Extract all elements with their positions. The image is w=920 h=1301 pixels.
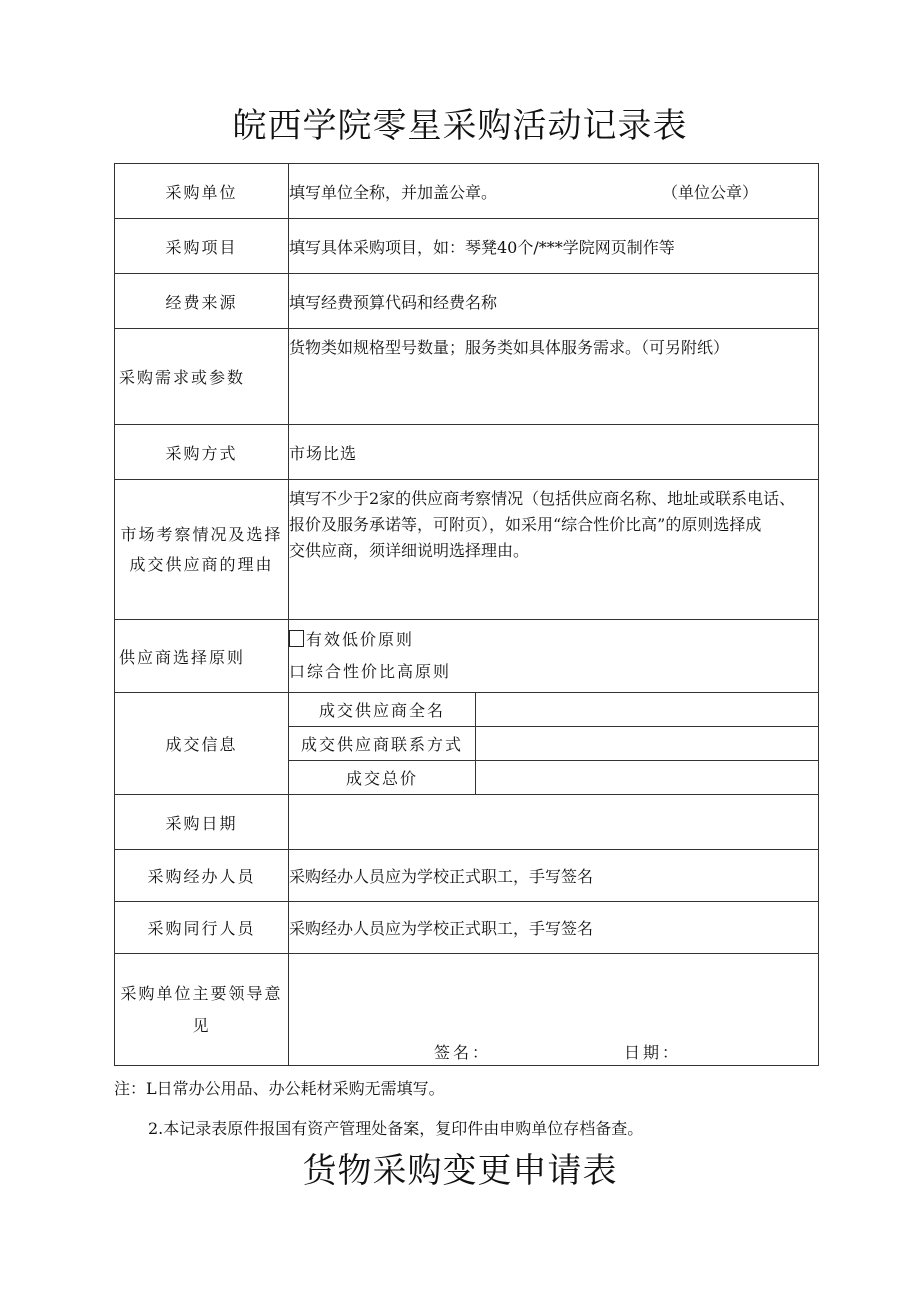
row-leader-opinion xyxy=(115,954,819,1066)
leader-date-label: 日期： xyxy=(624,1042,682,1062)
value-supplier-name[interactable] xyxy=(476,693,819,727)
leader-label-line1: 采购单位主要领导意 xyxy=(120,983,283,1003)
row-deal-supplier-name xyxy=(115,693,819,727)
value-purchasing-project: 填写具体采购项目，如：琴凳40个/***学院网页制作等 xyxy=(289,219,819,274)
label-market-research xyxy=(115,480,289,620)
label-purchasing-method: 采购方式 xyxy=(115,425,289,480)
row-purchasing-unit xyxy=(115,164,819,219)
label-purchasing-date: 采购日期 xyxy=(115,795,289,850)
label-companion: 采购同行人员 xyxy=(115,902,289,954)
label-purchasing-unit: 采购单位 xyxy=(115,164,289,219)
market-value-line2: 报价及服务承诺等，可附页），如采用“综合性价比高”的原则选择成 xyxy=(289,515,762,534)
row-market-research xyxy=(115,480,819,620)
row-supplier-principle xyxy=(115,620,819,693)
label-total-price: 成交总价 xyxy=(289,761,476,795)
label-deal-info: 成交信息 xyxy=(115,693,289,795)
row-requirements xyxy=(115,329,819,425)
value-leader-opinion[interactable] xyxy=(289,954,819,1066)
value-handler: 采购经办人员应为学校正式职工，手写签名 xyxy=(289,850,819,902)
option-lowest-price xyxy=(289,624,818,656)
label-fund-source: 经费来源 xyxy=(115,274,289,329)
label-requirements: 采购需求或参数 xyxy=(115,329,289,425)
next-form-title: 货物采购变更申请表 xyxy=(302,1151,618,1191)
label-leader-opinion xyxy=(115,954,289,1066)
market-value-line3: 交供应商，须详细说明选择理由。 xyxy=(289,541,530,560)
leader-label-line2: 见 xyxy=(192,1015,211,1035)
row-purchasing-method xyxy=(115,425,819,480)
note-2: 2.本记录表原件报国有资产管理处备案，复印件由申购单位存档备查。 xyxy=(148,1119,644,1138)
unit-instruction: 填写单位全称，并加盖公章。 xyxy=(289,182,498,202)
market-value-line1: 填写不少于2家的供应商考察情况（包括供应商名称、地址或联系电话、 xyxy=(289,489,796,508)
option-best-value: 口综合性价比高原则 xyxy=(289,662,452,681)
value-requirements: 货物类如规格型号数量；服务类如具体服务需求。（可另附纸） xyxy=(289,329,819,425)
value-purchasing-date[interactable] xyxy=(289,795,819,850)
value-supplier-contact[interactable] xyxy=(476,727,819,761)
label-purchasing-project: 采购项目 xyxy=(115,219,289,274)
value-fund-source: 填写经费预算代码和经费名称 xyxy=(289,274,819,329)
checkbox-lowest-price[interactable] xyxy=(289,630,304,647)
value-market-research xyxy=(289,480,819,620)
value-purchasing-unit xyxy=(289,164,819,219)
market-label-line2: 成交供应商的理由 xyxy=(129,554,274,574)
value-companion: 采购经办人员应为学校正式职工，手写签名 xyxy=(289,902,819,954)
page-title: 皖西学院零星采购活动记录表 xyxy=(232,106,688,146)
option-lowest-price-label: 有效低价原则 xyxy=(306,630,415,649)
row-purchasing-project xyxy=(115,219,819,274)
label-supplier-name: 成交供应商全名 xyxy=(289,693,476,727)
row-fund-source xyxy=(115,274,819,329)
label-handler: 采购经办人员 xyxy=(115,850,289,902)
value-purchasing-method: 市场比选 xyxy=(289,425,819,480)
label-supplier-contact: 成交供应商联系方式 xyxy=(289,727,476,761)
procurement-record-table xyxy=(114,163,819,1066)
label-supplier-principle: 供应商选择原则 xyxy=(115,620,289,693)
market-label-line1: 市场考察情况及选择 xyxy=(120,524,283,544)
note-1: 注：L日常办公用品、办公耗材采购无需填写。 xyxy=(114,1079,445,1098)
row-companion xyxy=(115,902,819,954)
unit-stamp: （单位公章） xyxy=(661,182,758,202)
leader-sign-label: 签名： xyxy=(434,1042,492,1062)
row-handler xyxy=(115,850,819,902)
row-purchasing-date xyxy=(115,795,819,850)
value-supplier-principle xyxy=(289,620,819,693)
value-total-price[interactable] xyxy=(476,761,819,795)
